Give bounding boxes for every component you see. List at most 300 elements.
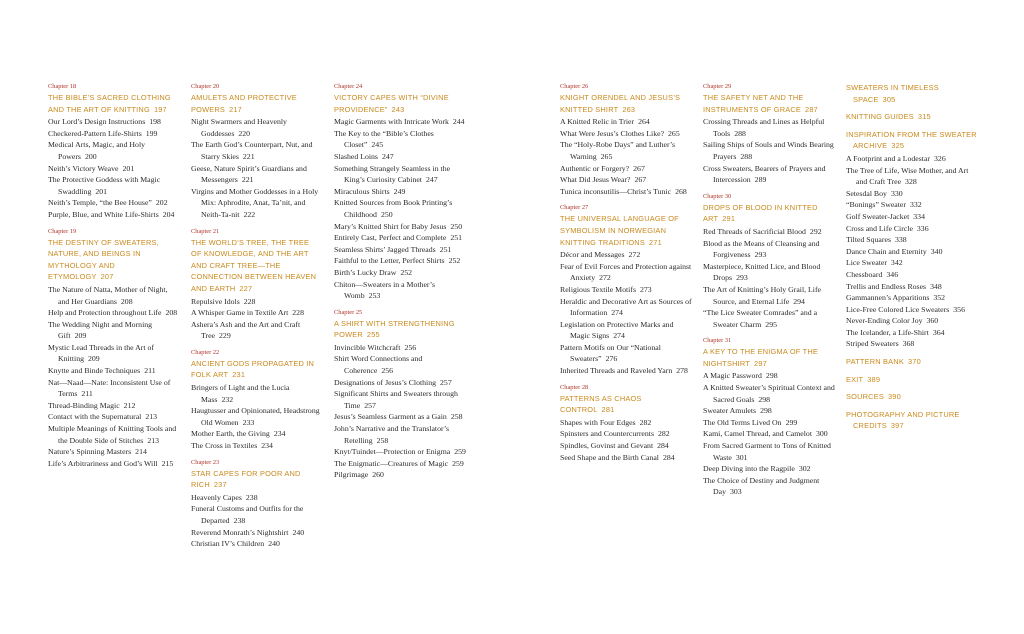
entry-page-number: 356 bbox=[953, 304, 965, 314]
toc-entry bbox=[334, 469, 466, 481]
entry-title: John’s Narrative and the Translator’s Retelling bbox=[334, 424, 450, 445]
entry-title: Lice-Free Colored Lice Sweaters bbox=[846, 304, 950, 314]
entry-title: Jesus’s Seamless Garment as a Gain bbox=[334, 412, 447, 422]
entry-title: Neith’s Victory Weave bbox=[48, 163, 119, 173]
entry-title: What Were Jesus’s Clothes Like? bbox=[560, 128, 665, 138]
entry-title: The Icelander, a Life-Shirt bbox=[846, 327, 929, 337]
toc-entry bbox=[191, 116, 321, 139]
toc-entry bbox=[846, 269, 978, 281]
chapter-title-text: STAR CAPES FOR POOR AND RICH bbox=[191, 468, 301, 490]
entry-page-number: 232 bbox=[221, 394, 234, 404]
entry-title: Shirt Word Connections and Coherence bbox=[334, 354, 423, 376]
chapter-number: Chapter 21 bbox=[191, 227, 220, 235]
toc-column-5 bbox=[703, 82, 835, 504]
entry-page-number: 284 bbox=[657, 441, 669, 451]
toc-entry bbox=[703, 428, 835, 440]
toc-entry bbox=[191, 538, 321, 550]
toc-entry bbox=[334, 267, 466, 279]
entry-title: Inherited Threads and Raveled Yarn bbox=[560, 366, 673, 376]
entry-title: Crossing Threads and Lines as Helpful Tools bbox=[703, 117, 825, 138]
chapter-block bbox=[703, 336, 835, 498]
entry-title: Lice Sweater bbox=[846, 258, 887, 268]
toc-entry bbox=[334, 423, 466, 446]
toc-entry bbox=[560, 428, 694, 440]
chapter-title-text: AMULETS AND PROTECTIVE POWERS bbox=[191, 93, 297, 114]
entry-title: A Whisper Game in Textile Art bbox=[191, 308, 289, 318]
section-page-number: 390 bbox=[887, 392, 901, 402]
entry-page-number: 328 bbox=[905, 177, 917, 187]
entry-page-number: 342 bbox=[890, 258, 903, 268]
toc-entry bbox=[334, 353, 466, 376]
entry-title: Fear of Evil Forces and Protection against Anxiety bbox=[560, 261, 692, 283]
section-page-number: 305 bbox=[882, 94, 896, 104]
entry-page-number: 201 bbox=[122, 163, 135, 173]
toc-entry bbox=[703, 116, 835, 139]
toc-entry bbox=[334, 458, 466, 470]
entry-title: Faithful to the Letter, Perfect Shirts bbox=[334, 256, 445, 266]
entry-page-number: 199 bbox=[145, 128, 158, 138]
chapter-page-number: 197 bbox=[153, 104, 167, 114]
toc-entry bbox=[560, 296, 694, 319]
toc-entry bbox=[846, 304, 978, 316]
entry-title: The Key to the “Bible’s Clothes Closet” bbox=[334, 128, 434, 150]
toc-entry bbox=[560, 128, 694, 140]
entry-title: Cross Sweaters, Bearers of Prayers and Intercession bbox=[703, 163, 826, 185]
entry-page-number: 252 bbox=[448, 256, 461, 266]
chapter-page-number: 263 bbox=[622, 104, 636, 114]
toc-entry bbox=[703, 284, 835, 307]
chapter-block bbox=[703, 82, 835, 186]
toc-entry bbox=[846, 338, 978, 350]
chapter-title bbox=[560, 92, 694, 115]
section-title-text: SWEATERS IN TIMELESS SPACE bbox=[846, 83, 939, 104]
entry-page-number: 265 bbox=[600, 151, 613, 161]
chapter-title-text: A SHIRT WITH STRENGTHENING POWER bbox=[334, 318, 455, 340]
toc-entry bbox=[703, 261, 835, 284]
entry-page-number: 201 bbox=[95, 186, 108, 196]
entry-title: Nature’s Spinning Masters bbox=[48, 447, 132, 457]
entry-page-number: 298 bbox=[760, 406, 772, 416]
entry-page-number: 198 bbox=[149, 117, 161, 127]
toc-entry bbox=[191, 139, 321, 162]
entry-title: Geese, Nature Spirit’s Guardians and Messengers bbox=[191, 163, 307, 185]
toc-entry bbox=[334, 197, 466, 220]
toc-entry bbox=[334, 279, 466, 302]
entry-title: Knytte and Binde Techniques bbox=[48, 366, 141, 376]
back-matter-section bbox=[846, 129, 978, 350]
entry-page-number: 228 bbox=[243, 296, 256, 306]
entry-page-number: 294 bbox=[793, 296, 805, 306]
chapter-page-number: 217 bbox=[229, 104, 242, 114]
entry-page-number: 360 bbox=[926, 316, 939, 326]
toc-entry bbox=[560, 163, 694, 175]
entry-page-number: 288 bbox=[734, 128, 746, 138]
entry-title: Mother Earth, the Giving bbox=[191, 429, 270, 439]
entry-title: Mary’s Knitted Shirt for Baby Jesus bbox=[334, 221, 447, 231]
toc-entry bbox=[846, 165, 978, 188]
chapter-title bbox=[560, 213, 694, 248]
entry-page-number: 251 bbox=[439, 244, 452, 254]
entry-page-number: 326 bbox=[934, 153, 946, 163]
toc-entry bbox=[846, 315, 978, 327]
section-title bbox=[846, 82, 978, 105]
back-matter-section bbox=[846, 356, 978, 368]
toc-entry bbox=[48, 284, 180, 307]
section-title-text: SOURCES bbox=[846, 392, 884, 402]
entry-page-number: 259 bbox=[452, 458, 464, 468]
entry-title: Help and Protection throughout Life bbox=[48, 308, 162, 318]
toc-entry bbox=[334, 128, 466, 151]
entry-page-number: 346 bbox=[886, 269, 899, 279]
toc-entry bbox=[191, 527, 321, 539]
entry-title: A Knitted Sweater’s Spiritual Context and Sacred Goals bbox=[703, 383, 835, 404]
entry-title: Entirely Cast, Perfect and Complete bbox=[334, 233, 447, 243]
entry-title: Tilted Squares bbox=[846, 235, 891, 245]
entry-page-number: 265 bbox=[668, 128, 680, 138]
entry-title: The Tree of Life, Wise Mother, and Art and Craft Tree bbox=[846, 165, 969, 187]
entry-title: Pattern Motifs on Our “National Sweaters” bbox=[560, 342, 661, 364]
entry-page-number: 220 bbox=[238, 128, 251, 138]
entry-page-number: 301 bbox=[735, 452, 748, 462]
chapter-number: Chapter 30 bbox=[703, 192, 732, 200]
toc-entry bbox=[846, 246, 978, 258]
section-page-number: 325 bbox=[891, 141, 905, 151]
entry-page-number: 299 bbox=[785, 417, 798, 427]
entry-title: The Choice of Destiny and Judgment Day bbox=[703, 475, 820, 497]
entry-page-number: 300 bbox=[815, 429, 828, 439]
entry-title: Nat—Naad—Nate: Inconsistent Use of Terms bbox=[48, 377, 171, 399]
toc-entry bbox=[846, 234, 978, 246]
entry-page-number: 208 bbox=[120, 296, 133, 306]
section-page-number: 397 bbox=[890, 421, 904, 431]
entry-title: A Magic Password bbox=[703, 371, 762, 381]
chapter-page-number: 287 bbox=[805, 104, 818, 114]
toc-entry bbox=[846, 153, 978, 165]
entry-title: Knitted Sources from Book Printing’s Childhood bbox=[334, 198, 453, 219]
entry-title: From Sacred Garment to Tons of Knitted Waste bbox=[703, 441, 831, 462]
entry-page-number: 234 bbox=[261, 441, 273, 451]
toc-entry bbox=[191, 428, 321, 440]
entry-title: Virgins and Mother Goddesses in a Holy Mix: Aphrodite, Anat, Ta’nit, and Neith-Ta-nit bbox=[191, 186, 319, 219]
entry-title: Spindles, Govinst and Gevant bbox=[560, 441, 654, 451]
entry-title: Haugtusser and Opinionated, Headstrong Old Women bbox=[191, 406, 320, 427]
entry-page-number: 238 bbox=[233, 516, 246, 525]
entry-page-number: 222 bbox=[243, 209, 256, 219]
toc-entry bbox=[334, 151, 466, 163]
toc-entry bbox=[560, 249, 694, 261]
entry-page-number: 282 bbox=[639, 417, 652, 427]
toc-entry bbox=[846, 199, 978, 211]
entry-page-number: 330 bbox=[890, 188, 903, 198]
entry-title: Heraldic and Decorative Art as Sources of Information bbox=[560, 296, 692, 318]
entry-page-number: 278 bbox=[676, 366, 688, 376]
chapter-number: Chapter 19 bbox=[48, 227, 77, 235]
chapter-page-number: 237 bbox=[213, 480, 227, 490]
entry-title: What Did Jesus Wear? bbox=[560, 175, 631, 185]
entry-page-number: 298 bbox=[758, 394, 771, 404]
entry-title: Significant Shirts and Sweaters through Time bbox=[334, 389, 458, 410]
entry-title: Invincible Witchcraft bbox=[334, 342, 401, 352]
toc-entry bbox=[560, 284, 694, 296]
entry-title: Seed Shape and the Birth Canal bbox=[560, 452, 659, 462]
toc-entry bbox=[703, 139, 835, 162]
entry-page-number: 258 bbox=[450, 412, 463, 422]
entry-title: “The Lice Sweater Comrades” and a Sweater Charm bbox=[703, 308, 818, 329]
entry-page-number: 247 bbox=[381, 151, 394, 161]
entry-page-number: 256 bbox=[404, 342, 417, 352]
entry-title: Something Strangely Seamless in the King’s Curiosity Cabinet bbox=[334, 163, 451, 185]
entry-page-number: 259 bbox=[454, 447, 466, 457]
entry-title: Shapes with Four Edges bbox=[560, 417, 636, 427]
toc-entry bbox=[846, 188, 978, 200]
entry-title: Night Swarmers and Heavenly Goddesses bbox=[191, 117, 287, 138]
entry-page-number: 288 bbox=[740, 151, 753, 161]
entry-page-number: 264 bbox=[638, 117, 650, 127]
entry-page-number: 252 bbox=[400, 267, 413, 277]
entry-title: Ashera’s Ash and the Art and Craft Tree bbox=[191, 319, 301, 341]
toc-entry bbox=[48, 174, 180, 197]
entry-title: Life’s Arbitrariness and God’s Will bbox=[48, 458, 158, 468]
entry-title: Legislation on Protective Marks and Magic Signs bbox=[560, 319, 674, 341]
toc-entry bbox=[191, 503, 321, 526]
chapter-title bbox=[334, 92, 466, 115]
toc-entry bbox=[48, 446, 180, 458]
entry-title: Kami, Camel Thread, and Camelot bbox=[703, 429, 812, 439]
entry-title: The Protective Goddess with Magic Swaddling bbox=[48, 175, 161, 196]
entry-page-number: 245 bbox=[371, 140, 384, 150]
toc-column-6 bbox=[846, 82, 978, 438]
chapter-number: Chapter 20 bbox=[191, 83, 220, 90]
section-title-text: KNITTING GUIDES bbox=[846, 112, 914, 122]
toc-entry bbox=[334, 342, 466, 354]
toc-entry bbox=[560, 174, 694, 186]
entry-title: Neith’s Temple, “the Bee House” bbox=[48, 198, 152, 208]
back-matter-section bbox=[846, 374, 978, 386]
chapter-block bbox=[703, 192, 835, 331]
back-matter-section bbox=[846, 82, 978, 105]
section-title-text: INSPIRATION FROM THE SWEATER ARCHIVE bbox=[846, 129, 977, 151]
entry-page-number: 221 bbox=[242, 151, 255, 161]
entry-title: The Art of Knitting’s Holy Grail, Life Source, and Eternal Life bbox=[703, 284, 822, 306]
chapter-title-text: PATTERNS AS CHAOS CONTROL bbox=[560, 393, 642, 415]
chapter-title bbox=[191, 468, 321, 491]
entry-page-number: 276 bbox=[605, 354, 618, 364]
toc-entry bbox=[703, 475, 835, 498]
entry-title: Striped Sweaters bbox=[846, 339, 899, 349]
entry-title: The Earth God’s Counterpart, Nut, and Starry Skies bbox=[191, 140, 313, 161]
entry-page-number: 298 bbox=[765, 371, 778, 381]
toc-entry bbox=[334, 186, 466, 198]
entry-title: Chessboard bbox=[846, 269, 883, 279]
toc-entry bbox=[560, 365, 694, 377]
entry-title: Funeral Customs and Outfits for the Departed bbox=[191, 504, 304, 525]
toc-entry bbox=[703, 307, 835, 330]
entry-title: “Bonings” Sweater bbox=[846, 200, 906, 210]
entry-page-number: 214 bbox=[135, 447, 147, 457]
entry-title: Pilgrimage bbox=[334, 470, 369, 480]
entry-page-number: 257 bbox=[440, 377, 452, 387]
entry-page-number: 213 bbox=[145, 412, 158, 422]
section-title bbox=[846, 391, 978, 403]
entry-page-number: 202 bbox=[155, 198, 168, 208]
entry-title: Our Lord’s Design Instructions bbox=[48, 117, 146, 127]
entry-page-number: 211 bbox=[144, 366, 156, 376]
chapter-title-text: THE BIBLE’S SACRED CLOTHING AND THE ART OF KNITTING bbox=[48, 93, 171, 114]
entry-page-number: 303 bbox=[730, 487, 742, 497]
chapter-title-text: THE WORLD’S TREE, THE TREE OF KNOWLEDGE, AND THE ART AND CRAFT TREE—THE CONNECTION BETWEEN HEAVEN AND EARTH bbox=[191, 237, 317, 293]
entry-page-number: 244 bbox=[452, 117, 465, 127]
chapter-block bbox=[560, 82, 694, 197]
entry-title: Thread-Binding Magic bbox=[48, 400, 120, 410]
entry-page-number: 249 bbox=[393, 186, 406, 196]
entry-page-number: 200 bbox=[84, 151, 97, 161]
toc-entry bbox=[191, 319, 321, 342]
entry-title: Chiton—Sweaters in a Mother’s Womb bbox=[334, 279, 435, 301]
toc-entry bbox=[334, 116, 466, 128]
toc-entry bbox=[48, 377, 180, 400]
entry-page-number: 348 bbox=[930, 281, 942, 291]
entry-page-number: 238 bbox=[245, 492, 258, 502]
entry-title: Checkered-Pattern Life-Shirts bbox=[48, 128, 142, 138]
toc-entry bbox=[48, 400, 180, 412]
entry-title: Gammannen’s Apparitions bbox=[846, 293, 930, 303]
toc-entry bbox=[191, 186, 321, 221]
entry-page-number: 338 bbox=[894, 235, 907, 245]
chapter-number: Chapter 29 bbox=[703, 83, 732, 90]
toc-entry bbox=[703, 382, 835, 405]
section-title-text: PATTERN BANK bbox=[846, 357, 904, 367]
entry-title: Masterpiece, Knitted Lice, and Blood Drops bbox=[703, 261, 821, 283]
entry-page-number: 260 bbox=[372, 470, 384, 480]
toc-entry bbox=[703, 238, 835, 261]
chapter-block bbox=[48, 227, 180, 470]
toc-entry bbox=[48, 139, 180, 162]
chapter-block bbox=[191, 82, 321, 221]
toc-entry bbox=[48, 128, 180, 140]
entry-page-number: 256 bbox=[381, 366, 394, 376]
chapter-page-number: 207 bbox=[100, 272, 114, 282]
chapter-title bbox=[191, 358, 321, 381]
entry-title: Reverend Monrath’s Nightshirt bbox=[191, 527, 289, 537]
toc-entry bbox=[334, 255, 466, 267]
chapter-title-text: ANCIENT GODS PROPAGATED IN FOLK ART bbox=[191, 358, 315, 380]
entry-title: Sailing Ships of Souls and Winds Bearing Prayers bbox=[703, 140, 834, 161]
entry-title: Christian IV’s Children bbox=[191, 539, 265, 549]
toc-entry bbox=[560, 139, 694, 162]
entry-title: Magic Garments with Intricate Work bbox=[334, 117, 449, 127]
entry-page-number: 251 bbox=[450, 233, 463, 243]
chapter-block bbox=[191, 348, 321, 452]
toc-entry bbox=[48, 411, 180, 423]
entry-page-number: 240 bbox=[292, 527, 305, 537]
entry-page-number: 247 bbox=[425, 175, 438, 185]
chapter-title bbox=[191, 92, 321, 115]
entry-page-number: 282 bbox=[657, 429, 670, 439]
entry-page-number: 364 bbox=[932, 327, 945, 337]
entry-title: Tunica inconsutilis—Christ’s Tunic bbox=[560, 186, 672, 196]
entry-page-number: 213 bbox=[147, 435, 160, 445]
entry-title: Bringers of Light and the Lucia Mass bbox=[191, 383, 290, 404]
toc-entry bbox=[703, 163, 835, 186]
section-page-number: 389 bbox=[867, 374, 881, 384]
entry-page-number: 340 bbox=[930, 246, 943, 256]
toc-entry bbox=[191, 307, 321, 319]
chapter-block bbox=[560, 383, 694, 464]
chapter-number: Chapter 23 bbox=[191, 458, 220, 466]
toc-entry bbox=[334, 446, 466, 458]
entry-page-number: 267 bbox=[634, 175, 647, 185]
toc-entry bbox=[703, 417, 835, 429]
entry-page-number: 293 bbox=[736, 273, 748, 283]
entry-page-number: 215 bbox=[161, 458, 174, 468]
chapter-title bbox=[48, 92, 180, 115]
entry-title: Golf Sweater-Jacket bbox=[846, 211, 910, 221]
entry-page-number: 208 bbox=[165, 308, 178, 318]
chapter-block bbox=[48, 82, 180, 221]
entry-page-number: 240 bbox=[268, 539, 280, 549]
entry-page-number: 253 bbox=[368, 291, 381, 301]
toc-entry bbox=[560, 440, 694, 452]
back-matter-section bbox=[846, 409, 978, 432]
toc-entry bbox=[48, 342, 180, 365]
section-page-number: 315 bbox=[917, 112, 931, 122]
toc-column-3 bbox=[334, 82, 466, 487]
entry-page-number: 352 bbox=[933, 293, 946, 303]
entry-page-number: 212 bbox=[123, 400, 136, 410]
toc-entry bbox=[846, 211, 978, 223]
entry-title: Multiple Meanings of Knitting Tools and the Double Side of Stitches bbox=[48, 424, 177, 445]
entry-page-number: 334 bbox=[913, 211, 925, 221]
toc-entry bbox=[48, 209, 180, 221]
entry-title: Mystic Lead Threads in the Art of Knitting bbox=[48, 342, 154, 364]
section-title bbox=[846, 111, 978, 123]
chapter-block bbox=[191, 227, 321, 342]
chapter-number: Chapter 26 bbox=[560, 83, 589, 90]
toc-entry bbox=[334, 221, 466, 233]
entry-title: The Old Terms Lived On bbox=[703, 417, 782, 427]
entry-title: Red Threads of Sacrificial Blood bbox=[703, 226, 806, 236]
entry-title: Never-Ending Color Joy bbox=[846, 316, 923, 326]
entry-title: Cross and Life Circle bbox=[846, 223, 913, 233]
entry-page-number: 289 bbox=[754, 175, 767, 185]
toc-entry bbox=[48, 197, 180, 209]
toc-entry bbox=[191, 296, 321, 308]
entry-title: Repulsive Idols bbox=[191, 296, 240, 306]
chapter-block bbox=[191, 458, 321, 550]
toc-entry bbox=[560, 452, 694, 464]
chapter-title-text: KNIGHT ORENDEL AND JESUS’S KNITTED SHIRT bbox=[560, 93, 681, 114]
chapter-number: Chapter 25 bbox=[334, 308, 363, 316]
toc-entry bbox=[846, 292, 978, 304]
chapter-block bbox=[334, 82, 466, 302]
entry-page-number: 273 bbox=[639, 284, 652, 294]
entry-title: Sweater Amulets bbox=[703, 406, 757, 416]
chapter-page-number: 255 bbox=[366, 330, 380, 340]
chapter-block bbox=[560, 203, 694, 376]
chapter-page-number: 297 bbox=[754, 358, 767, 368]
chapter-title bbox=[334, 318, 466, 341]
chapter-title bbox=[703, 346, 835, 369]
entry-page-number: 204 bbox=[162, 209, 175, 219]
entry-page-number: 250 bbox=[380, 209, 393, 219]
section-title bbox=[846, 374, 978, 386]
entry-title: Authentic or Forgery? bbox=[560, 163, 630, 173]
section-title bbox=[846, 356, 978, 368]
entry-title: Blood as the Means of Cleansing and Forgiveness bbox=[703, 238, 820, 260]
chapter-number: Chapter 27 bbox=[560, 204, 589, 212]
toc-entry bbox=[560, 342, 694, 365]
toc-entry bbox=[560, 261, 694, 284]
